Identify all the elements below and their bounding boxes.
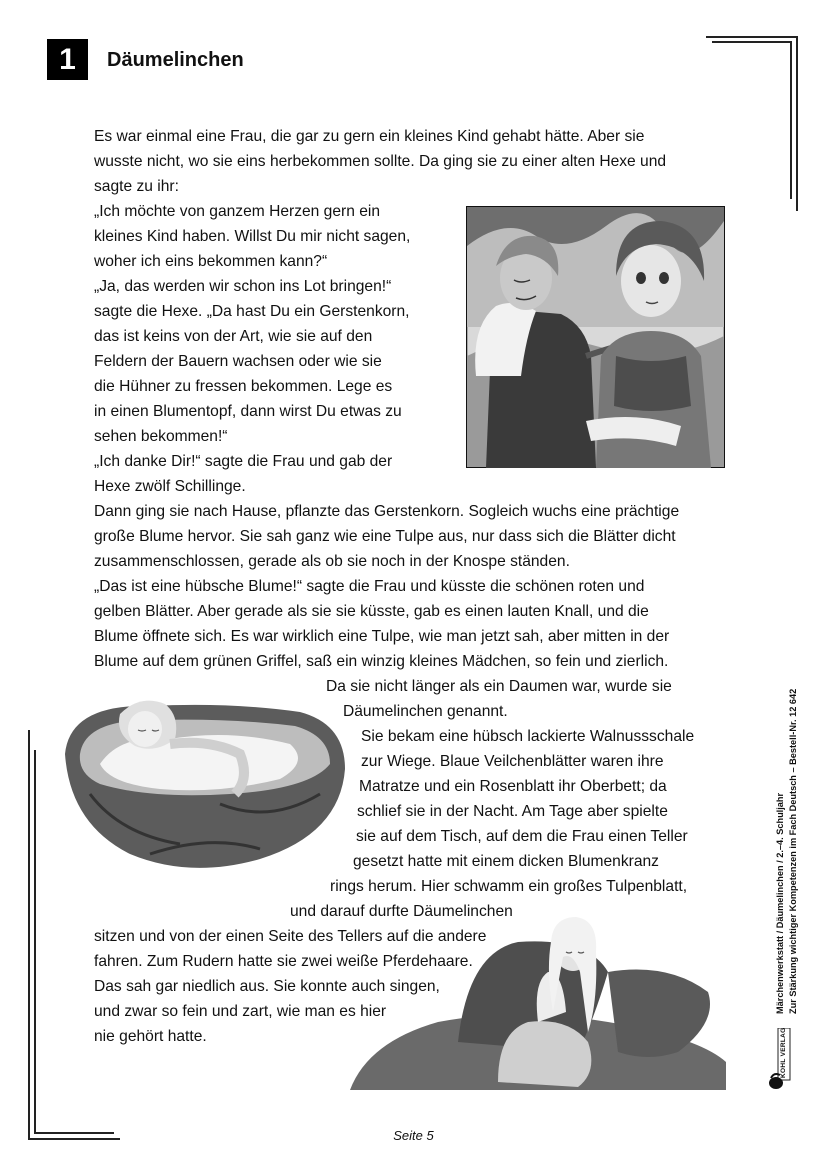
story-line: rings herum. Hier schwamm ein großes Tulpenblatt, <box>330 878 688 895</box>
story-line: nie gehört hatte. <box>94 1028 207 1045</box>
story-line: zur Wiege. Blaue Veilchenblätter waren ihre <box>361 753 664 770</box>
story-line: sitzen und von der einen Seite des Tellers auf die andere <box>94 928 487 945</box>
story-line: Es war einmal eine Frau, die gar zu gern ein kleines Kind gehabt hätte. Aber sie <box>94 128 645 145</box>
illustration-girl-on-leaf <box>348 912 728 1092</box>
story-line: gelben Blätter. Aber gerade als sie sie küsste, gab es einen lauten Knall, und die <box>94 603 649 620</box>
story-line: Däumelinchen genannt. <box>343 703 508 720</box>
story-line: in einen Blumentopf, dann wirst Du etwas zu <box>94 403 402 420</box>
chapter-number-box: 1 <box>47 39 88 80</box>
story-line: große Blume hervor. Sie sah ganz wie eine Tulpe aus, nur dass sich die Blätter dicht <box>94 528 676 545</box>
story-line: Dann ging sie nach Hause, pflanzte das Gerstenkorn. Sogleich wuchs eine prächtige <box>94 503 680 520</box>
sidebar-line-1: Märchenwerkstatt / Däumelinchen / 2.–4. Schuljahr <box>775 792 785 1014</box>
story-line: zusammenschlossen, gerade als ob sie noch in der Knospe ständen. <box>94 553 570 570</box>
story-line: „Das ist eine hübsche Blume!“ sagte die Frau und küsste die schönen roten und <box>94 578 645 595</box>
story-line: „Ich danke Dir!“ sagte die Frau und gab der <box>94 453 393 470</box>
story-line: woher ich eins bekommen kann?“ <box>94 253 328 270</box>
story-line: wusste nicht, wo sie eins herbekommen sollte. Da ging sie zu einer alten Hexe und <box>94 153 667 170</box>
illustration-walnut-cradle <box>60 684 350 876</box>
page-title: Däumelinchen <box>107 49 244 71</box>
story-line: Blume auf dem grünen Griffel, saß ein winzig kleines Mädchen, so fein und zierlich. <box>94 653 669 670</box>
story-line: sagte die Hexe. „Da hast Du ein Gerstenkorn, <box>94 303 410 320</box>
story-line: sagte zu ihr: <box>94 178 179 195</box>
story-line: das ist keins von der Art, wie sie auf den <box>94 328 373 345</box>
page-number: Seite 5 <box>393 1128 434 1143</box>
story-line: gesetzt hatte mit einem dicken Blumenkranz <box>353 853 659 870</box>
story-line: sehen bekommen!“ <box>94 428 228 445</box>
corner-frame-top-right <box>700 36 800 216</box>
story-line: die Hühner zu fressen bekommen. Lege es <box>94 378 393 395</box>
story-line: Hexe zwölf Schillinge. <box>94 478 246 495</box>
publisher-logo-text: KOHL VERLAG <box>780 1027 787 1078</box>
story-line: fahren. Zum Rudern hatte sie zwei weiße Pferdehaare. <box>94 953 473 970</box>
story-line: Matratze und ein Rosenblatt ihr Oberbett; da <box>359 778 667 795</box>
story-line: schlief sie in der Nacht. Am Tage aber spielte <box>357 803 668 820</box>
story-line: Das sah gar niedlich aus. Sie konnte auch singen, <box>94 978 440 995</box>
story-line: und darauf durfte Däumelinchen <box>290 903 513 920</box>
story-line: „Ja, das werden wir schon ins Lot bringen!“ <box>94 278 392 295</box>
illustration-witch-and-woman <box>466 206 725 468</box>
story-line: Blume öffnete sich. Es war wirklich eine Tulpe, wie man jetzt sah, aber mitten in der <box>94 628 670 645</box>
sidebar-line-2: Zur Stärkung wichtiger Kompetenzen im Fach Deutsch – Bestell-Nr. 12 642 <box>788 688 798 1014</box>
story-line: sie auf dem Tisch, auf dem die Frau einen Teller <box>356 828 688 845</box>
publisher-logo <box>768 1028 792 1090</box>
story-line: „Ich möchte von ganzem Herzen gern ein <box>94 203 381 220</box>
story-line: Sie bekam eine hübsch lackierte Walnussschale <box>361 728 695 745</box>
story-line: Da sie nicht länger als ein Daumen war, wurde sie <box>326 678 672 695</box>
story-line: und zwar so fein und zart, wie man es hier <box>94 1003 387 1020</box>
story-line: kleines Kind haben. Willst Du mir nicht sagen, <box>94 228 411 245</box>
story-line: Feldern der Bauern wachsen oder wie sie <box>94 353 382 370</box>
